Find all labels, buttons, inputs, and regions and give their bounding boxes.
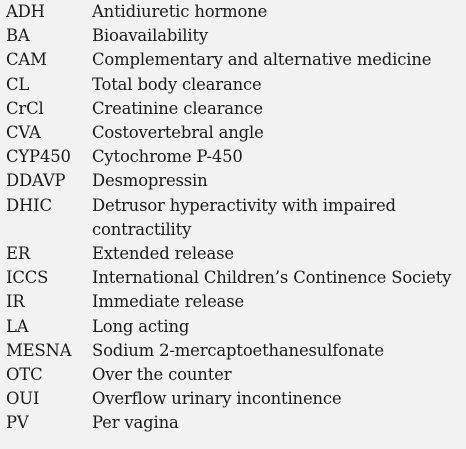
abbreviation-row	[6, 73, 462, 97]
abbreviation-row	[6, 363, 462, 387]
abbreviation-term: BA	[6, 26, 30, 46]
abbreviation-definition: Immediate release	[92, 292, 245, 312]
abbreviation-row	[6, 145, 462, 169]
abbreviation-term: ADH	[6, 2, 45, 21]
abbreviation-definition	[92, 194, 462, 242]
abbreviation-definition: Per vagina	[92, 413, 179, 433]
abbreviation-list	[6, 0, 462, 436]
abbreviation-definition: Long acting	[92, 316, 190, 336]
abbreviation-row	[6, 24, 462, 48]
abbreviation-row	[6, 0, 462, 24]
abbreviation-definition: Desmopressin	[92, 171, 208, 191]
abbreviation-term: MESNA	[6, 340, 72, 360]
abbreviation-definition: Antidiuretic hormone	[92, 2, 268, 21]
abbreviation-term: CVA	[6, 123, 41, 143]
abbreviation-definition: Sodium 2-mercaptoethanesulfonate	[92, 340, 384, 360]
abbreviation-row	[6, 169, 462, 193]
abbreviation-term: DHIC	[6, 195, 52, 215]
abbreviation-term: OUI	[6, 389, 40, 409]
abbreviation-row	[6, 97, 462, 121]
abbreviation-definition: Extended release	[92, 244, 234, 264]
abbreviation-definition: Creatinine clearance	[92, 98, 263, 118]
abbreviation-term: DDAVP	[6, 171, 66, 191]
abbreviation-row	[6, 121, 462, 145]
abbreviation-definition-line: Detrusor hyperactivity with impaired	[92, 195, 396, 215]
abbreviation-row	[6, 242, 462, 266]
abbreviation-definition: Cytochrome P-450	[92, 147, 243, 167]
abbreviation-definition: International Children’s Continence Society	[92, 268, 452, 288]
abbreviation-definition: Over the counter	[92, 365, 232, 385]
abbreviation-row	[6, 290, 462, 314]
abbreviation-definition: Total body clearance	[92, 74, 262, 94]
abbreviation-row	[6, 315, 462, 339]
abbreviation-term: CL	[6, 74, 30, 94]
abbreviation-term: LA	[6, 316, 29, 336]
abbreviation-row	[6, 266, 462, 290]
abbreviation-row	[6, 194, 462, 242]
abbreviation-term: IR	[6, 292, 25, 312]
abbreviation-term: ER	[6, 244, 31, 264]
abbreviation-definition-line: contractility	[92, 219, 192, 239]
abbreviation-term: PV	[6, 413, 29, 433]
abbreviation-row	[6, 411, 462, 435]
abbreviation-term: CYP450	[6, 147, 71, 167]
abbreviation-row	[6, 48, 462, 72]
abbreviation-row	[6, 387, 462, 411]
abbreviation-term: CAM	[6, 50, 47, 70]
abbreviation-term: CrCl	[6, 98, 44, 118]
abbreviation-term: OTC	[6, 365, 43, 385]
abbreviation-definition: Costovertebral angle	[92, 123, 264, 143]
abbreviation-row	[6, 339, 462, 363]
abbreviation-definition: Overflow urinary incontinence	[92, 389, 342, 409]
abbreviation-definition: Bioavailability	[92, 26, 209, 46]
abbreviation-term: ICCS	[6, 268, 49, 288]
abbreviation-definition: Complementary and alternative medicine	[92, 50, 432, 70]
